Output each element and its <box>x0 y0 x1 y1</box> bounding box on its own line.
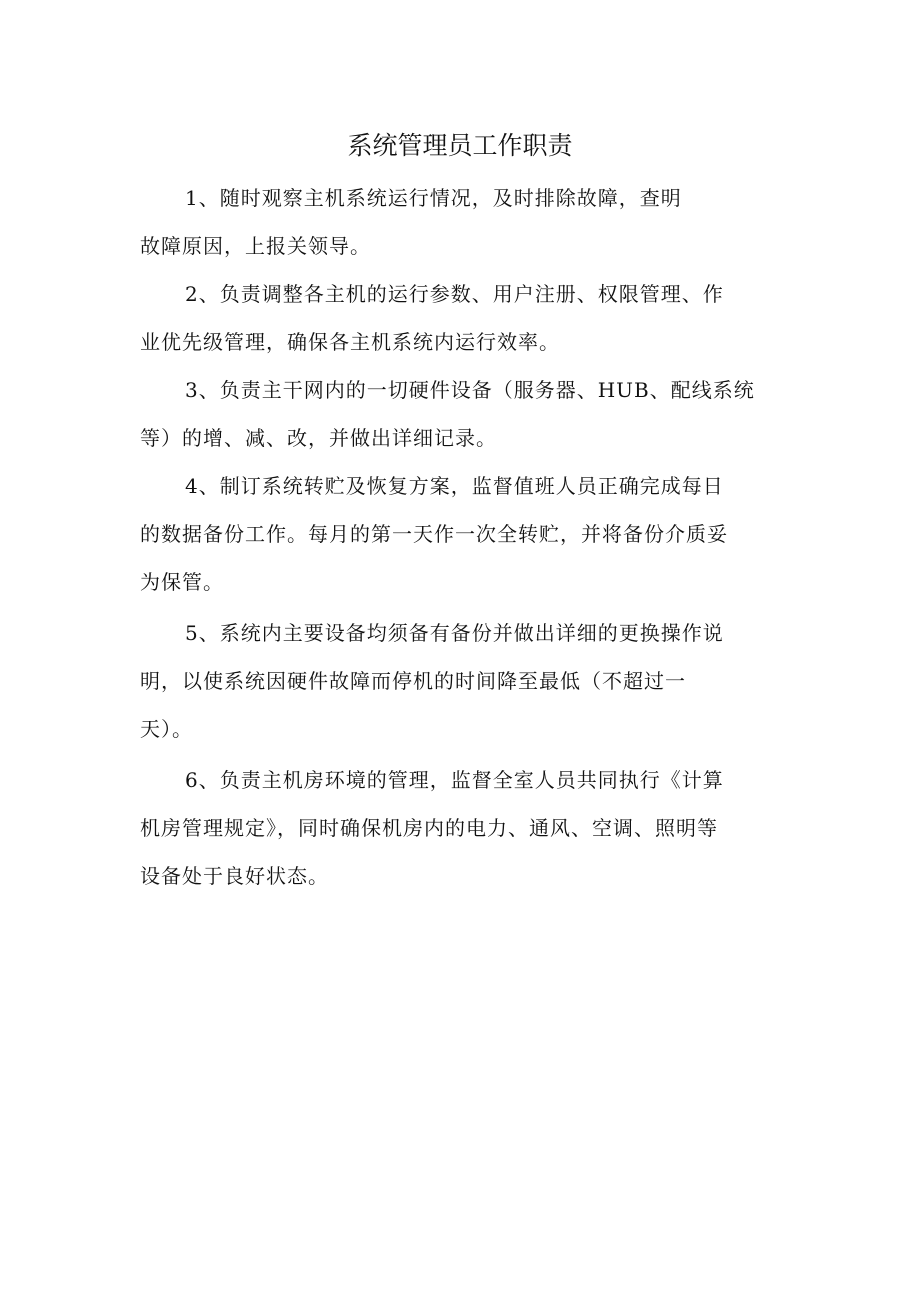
duty-paragraph-4 <box>140 462 785 606</box>
duty-paragraph-2 <box>140 270 785 366</box>
paragraph-line: 4、制订系统转贮及恢复方案，监督值班人员正确完成每日 <box>185 474 724 498</box>
paragraph-line: 机房管理规定》，同时确保机房内的电力、通风、空调、照明等 <box>140 816 718 840</box>
document-title: 系统管理员工作职责 <box>347 131 573 160</box>
paragraph-line: 6、负责主机房环境的管理，监督全室人员共同执行《计算 <box>185 768 724 792</box>
paragraph-line: 天）。 <box>140 717 193 741</box>
paragraph-line: 1、随时观察主机系统运行情况，及时排除故障，查明 <box>185 186 682 210</box>
paragraph-line: 明，以使系统因硬件故障而停机的时间降至最低（不超过一 <box>140 669 686 693</box>
paragraph-line: 等）的增、减、改，并做出详细记录。 <box>140 426 497 450</box>
paragraph-line: 的数据备份工作。每月的第一天作一次全转贮，并将备份介质妥 <box>140 522 728 546</box>
paragraph-line: 故障原因，上报关领导。 <box>140 234 371 258</box>
paragraph-line: 业优先级管理，确保各主机系统内运行效率。 <box>140 330 560 354</box>
duty-paragraph-3 <box>140 366 785 462</box>
duty-paragraph-1 <box>140 174 785 270</box>
paragraph-line: 2、负责调整各主机的运行参数、用户注册、权限管理、作 <box>185 282 724 306</box>
paragraph-line: 为保管。 <box>140 570 224 594</box>
duty-paragraph-5 <box>140 609 785 753</box>
paragraph-line: 3、负责主干网内的一切硬件设备（服务器、HUB、配线系统 <box>185 378 755 402</box>
duty-paragraph-6 <box>140 756 785 900</box>
paragraph-line: 5、系统内主要设备均须备有备份并做出详细的更换操作说 <box>185 621 724 645</box>
paragraph-line: 设备处于良好状态。 <box>140 864 329 888</box>
